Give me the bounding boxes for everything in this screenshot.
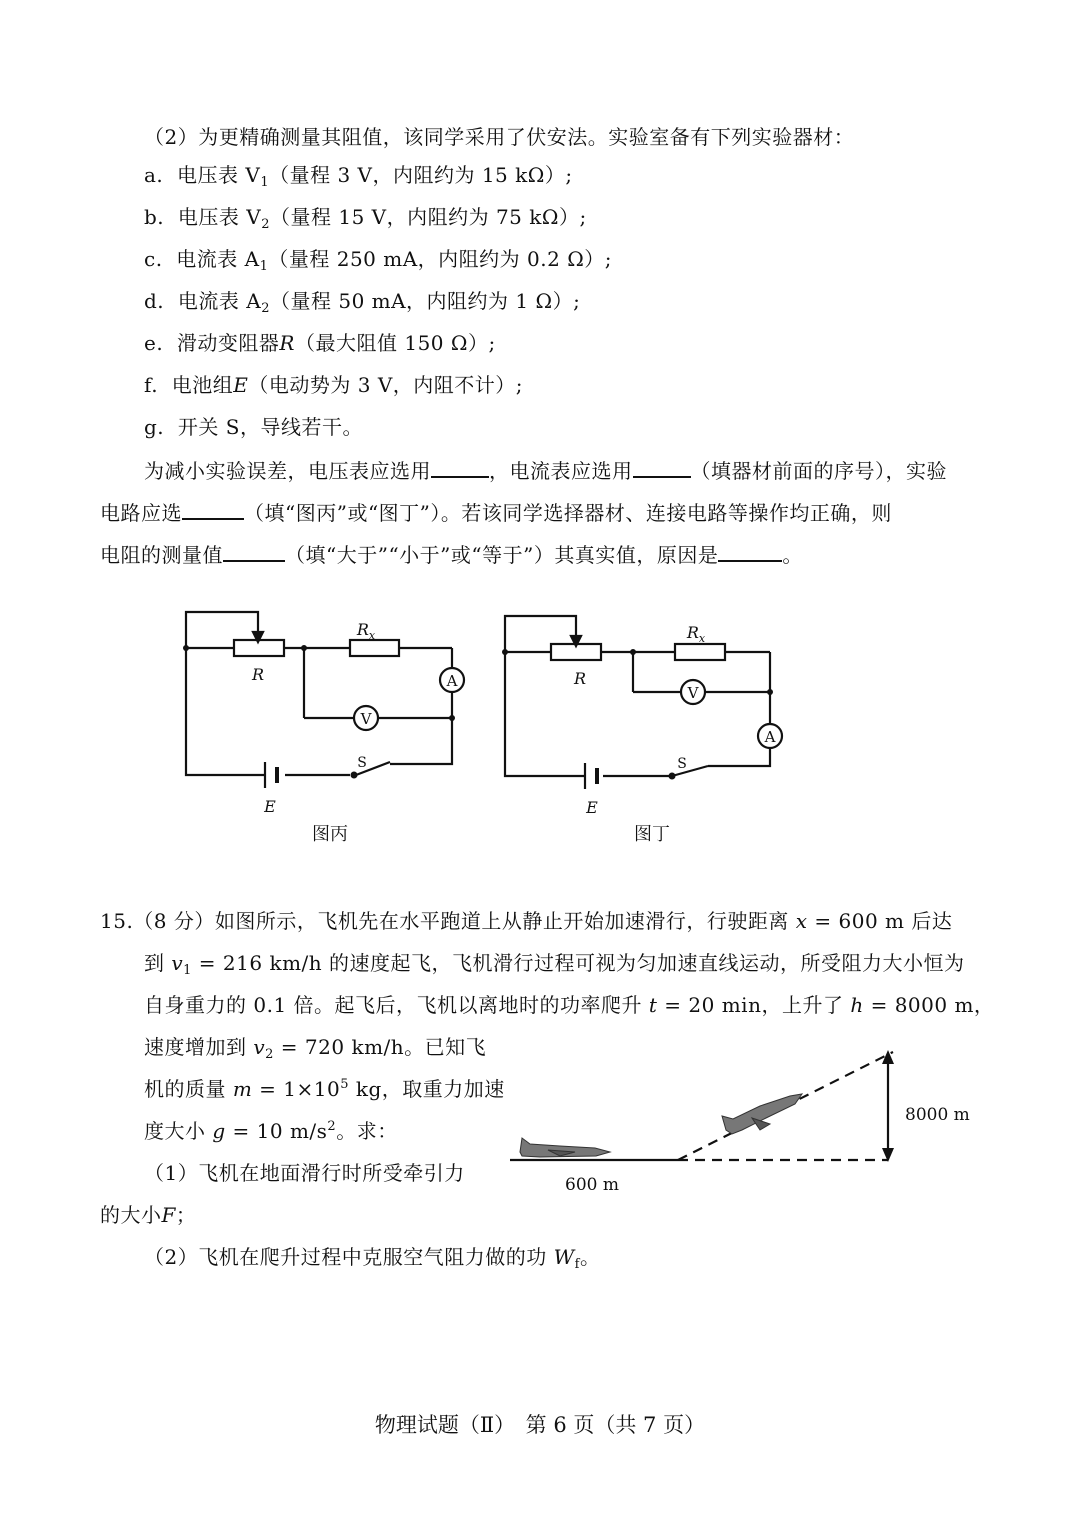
var-v: v xyxy=(171,951,184,975)
q15-sub1-line2 xyxy=(100,1200,196,1230)
q15-text: 。求： xyxy=(336,1119,398,1143)
q15-text: kg，取重力加速 xyxy=(349,1077,505,1101)
airplane-ground-icon xyxy=(520,1138,610,1157)
caption-ding: 图丁 xyxy=(634,824,670,845)
q15-text: 。 xyxy=(579,1245,601,1269)
label-Rx-sub: x xyxy=(698,632,706,645)
label-E: E xyxy=(586,798,598,817)
question-text: 电路应选 xyxy=(100,501,182,525)
item-text: 电压表 V xyxy=(177,163,261,187)
svg-text:Rx xyxy=(356,620,376,642)
label-S: S xyxy=(677,756,687,772)
item-text: 电压表 V xyxy=(177,205,262,229)
label-Rx-sub: x xyxy=(368,629,376,642)
question-text: （填“图丙”或“图丁”）。若该同学选择器材、连接电路等操作均正确，则 xyxy=(244,501,892,525)
q15-text: = 600 m 后达 xyxy=(807,909,953,933)
q15-text: 到 xyxy=(144,951,165,975)
var-sub: 1 xyxy=(183,963,192,978)
airplane-climbing-icon xyxy=(722,1094,802,1134)
item-subscript: 1 xyxy=(260,175,270,190)
voltmeter-label: V xyxy=(360,710,372,728)
item-spec: （最大阻值 150 Ω）; xyxy=(294,331,496,355)
var-x: x xyxy=(795,909,808,933)
q15-text: 机的质量 xyxy=(144,1077,226,1101)
item-label: b. xyxy=(144,205,165,229)
item-spec: （量程 250 mA，内阻约为 0.2 Ω）; xyxy=(268,247,613,271)
item-text: 电流表 A xyxy=(176,247,260,271)
question-text: 电阻的测量值 xyxy=(100,543,223,567)
var-g: g xyxy=(212,1119,226,1143)
item-subscript: 2 xyxy=(261,217,270,232)
ammeter-label: A xyxy=(446,672,458,690)
item-spec: （电动势为 3 V，内阻不计）; xyxy=(248,373,523,397)
item-spec: （量程 3 V，内阻约为 15 kΩ）; xyxy=(269,163,573,187)
q15-text: 速度增加到 xyxy=(144,1035,247,1059)
question-text: 为减小实验误差，电压表应选用 xyxy=(144,459,431,483)
question-text: （填器材前面的序号），实验 xyxy=(690,459,947,483)
ground-distance-label: 600 m xyxy=(565,1175,619,1195)
voltmeter-label: V xyxy=(687,684,699,702)
question-text: ，电流表应选用 xyxy=(489,459,633,483)
item-label: c. xyxy=(144,247,163,271)
caption-bing: 图丙 xyxy=(312,824,348,845)
q15-text: 的大小 xyxy=(100,1203,162,1227)
var-W: W xyxy=(553,1245,575,1269)
q15-text: = 1×10 xyxy=(252,1077,341,1101)
q15-text: 度大小 xyxy=(144,1119,206,1143)
q15-line-2 xyxy=(144,948,965,978)
q15-text: 自身重力的 0.1 倍。起飞后，飞机以离地时的功率爬升 xyxy=(144,993,643,1017)
item-label: a. xyxy=(144,163,164,187)
label-Rx: R xyxy=(686,623,699,642)
q15-text: = 8000 m， xyxy=(863,993,995,1017)
item-label: f. xyxy=(144,373,159,397)
height-label: 8000 m xyxy=(905,1105,970,1125)
item-text: 电流表 A xyxy=(177,289,262,313)
page-footer: 物理试题（Ⅱ） 第 6 页（共 7 页） xyxy=(374,1413,706,1437)
item-text: 电池组 xyxy=(171,373,234,397)
var-m: m xyxy=(232,1077,253,1101)
q15-line-1 xyxy=(100,906,952,936)
q15-text: ； xyxy=(175,1203,197,1227)
q15-text: = 20 min，上升了 xyxy=(657,993,844,1017)
label-R: R xyxy=(251,665,265,684)
var-sup: 5 xyxy=(340,1077,350,1092)
question-text: 。 xyxy=(782,543,803,567)
q15-line-3 xyxy=(144,990,994,1020)
var-F: F xyxy=(161,1203,176,1227)
item-variable: R xyxy=(279,331,295,355)
q15-sub2 xyxy=(144,1242,600,1272)
q15-text: （2）飞机在爬升过程中克服空气阻力做的功 xyxy=(144,1245,547,1269)
ammeter-label: A xyxy=(764,728,776,746)
label-E: E xyxy=(264,797,276,816)
q15-text: = 10 m/s xyxy=(225,1119,328,1143)
item-text: 滑动变阻器 xyxy=(176,331,280,355)
label-Rx: R xyxy=(356,620,369,639)
var-sub: f xyxy=(574,1257,580,1272)
item-spec: （量程 50 mA，内阻约为 1 Ω）; xyxy=(269,289,581,313)
q15-sub1-line1: （1）飞机在地面滑行时所受牵引力 xyxy=(144,1161,465,1185)
question-text: （填“大于”“小于”或“等于”）其真实值，原因是 xyxy=(285,543,719,567)
item-spec: （量程 15 V，内阻约为 75 kΩ）; xyxy=(269,205,587,229)
var-h: h xyxy=(850,993,864,1017)
label-R: R xyxy=(573,669,587,688)
q15-text: 15.（8 分）如图所示，飞机先在水平跑道上从静止开始加速滑行，行驶距离 xyxy=(100,909,789,933)
svg-text:Rx xyxy=(686,623,706,645)
var-sub: 2 xyxy=(265,1047,274,1062)
var-v: v xyxy=(253,1035,266,1059)
item-variable: E xyxy=(233,373,249,397)
part2-intro: （2）为更精确测量其阻值，该同学采用了伏安法。实验室备有下列实验器材： xyxy=(144,125,855,149)
q15-text: = 216 km/h 的速度起飞，飞机滑行过程可视为匀加速直线运动，所受阻力大小恒为 xyxy=(191,951,965,975)
var-t: t xyxy=(648,993,658,1017)
item-label: d. xyxy=(144,289,165,313)
q15-line-6 xyxy=(144,1116,398,1146)
label-S: S xyxy=(357,755,367,771)
item-subscript: 1 xyxy=(259,259,269,274)
q15-line-5 xyxy=(144,1074,505,1104)
item-text: 开关 S，导线若干。 xyxy=(177,415,363,439)
q15-line-4 xyxy=(144,1032,486,1062)
q15-text: = 720 km/h。已知飞 xyxy=(273,1035,487,1059)
var-sup: 2 xyxy=(327,1119,337,1134)
item-subscript: 2 xyxy=(261,301,270,316)
item-label: e. xyxy=(144,331,164,355)
item-label: g. xyxy=(144,415,165,439)
